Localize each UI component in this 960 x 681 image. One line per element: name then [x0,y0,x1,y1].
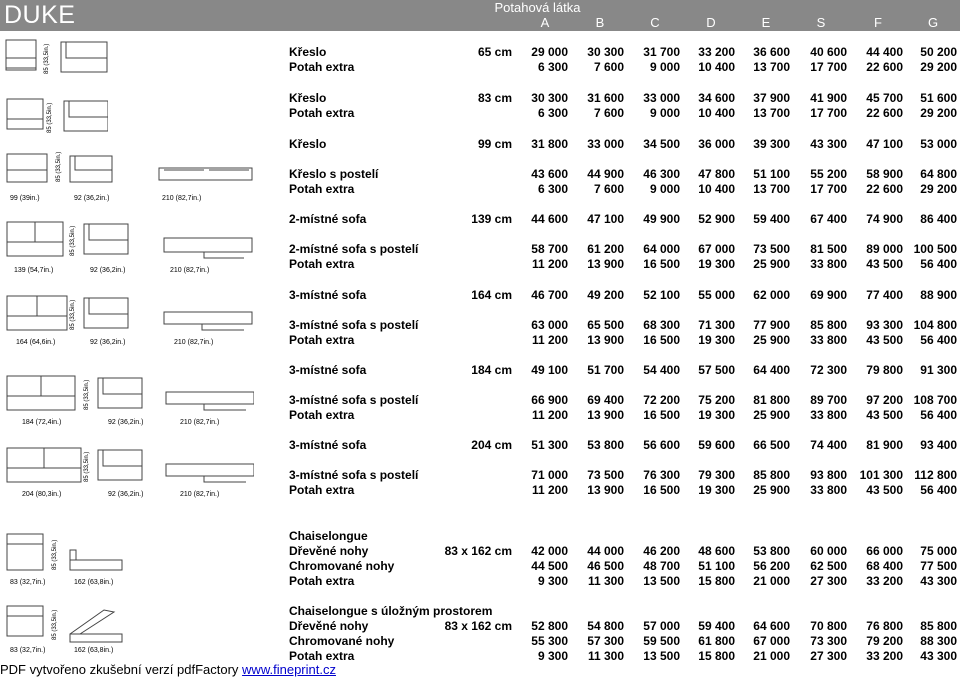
table-row [0,544,960,559]
brand-title: DUKE [4,1,76,29]
price-cell: 7 600 [593,60,624,74]
price-cell: 19 300 [698,333,735,347]
price-cell: 64 600 [753,619,790,633]
price-cell: 13 700 [753,60,790,74]
price-cell: 49 100 [531,363,568,377]
row-label: Křeslo s postelí [289,167,379,181]
price-cell: 43 500 [866,408,903,422]
price-cell: 86 400 [920,212,957,226]
price-cell: 9 000 [649,106,680,120]
price-cell: 43 500 [866,257,903,271]
price-cell: 89 000 [866,242,903,256]
price-cell: 55 000 [698,288,735,302]
row-label: 3-místné sofa s postelí [289,318,419,332]
price-cell: 52 900 [698,212,735,226]
price-cell: 13 900 [587,257,624,271]
price-cell: 7 600 [593,106,624,120]
price-cell: 93 800 [810,468,847,482]
price-cell: 75 000 [920,544,957,558]
row-label: Chaiselongue [289,529,368,543]
price-cell: 56 400 [920,333,957,347]
price-cell: 34 600 [698,91,735,105]
price-cell: 33 000 [643,91,680,105]
price-cell: 47 100 [587,212,624,226]
depth-label: 92 (36,2in.) [74,195,110,202]
price-cell: 31 700 [643,45,680,59]
price-cell: 33 800 [810,483,847,497]
price-cell: 51 100 [698,559,735,573]
sofa-3-204-sketch [4,444,254,502]
price-cell: 62 500 [810,559,847,573]
column-header: F [874,15,882,30]
chaiselongue-storage-sketch [4,600,124,656]
row-label: Potah extra [289,106,355,120]
price-cell: 63 000 [531,318,568,332]
price-cell: 53 800 [587,438,624,452]
price-cell: 25 900 [753,257,790,271]
price-cell: 29 200 [920,106,957,120]
price-cell: 66 000 [866,544,903,558]
price-cell: 27 300 [810,574,847,588]
height-label: 85 (33,5in.) [70,225,76,256]
price-cell: 15 800 [698,574,735,588]
price-cell: 100 500 [913,242,957,256]
price-cell: 39 300 [753,137,790,151]
price-cell: 33 200 [698,45,735,59]
price-cell: 55 200 [810,167,847,181]
price-cell: 57 500 [698,363,735,377]
width-label: 99 (39in.) [10,195,40,202]
height-label: 85 (33,5in.) [52,539,58,570]
price-cell: 79 300 [698,468,735,482]
price-cell: 10 400 [698,60,735,74]
price-cell: 51 100 [753,167,790,181]
price-cell: 10 400 [698,182,735,196]
price-cell: 45 700 [866,91,903,105]
row-size: 83 cm [477,91,512,105]
width-label: 184 (72,4in.) [22,419,62,426]
column-header: E [761,15,771,30]
bed-length-label: 210 (82,7in.) [170,267,210,274]
table-row [0,106,960,121]
table-row [0,91,960,106]
row-label: 2-místné sofa [289,212,367,226]
price-cell: 17 700 [810,182,847,196]
price-cell: 58 700 [531,242,568,256]
row-label: Potah extra [289,182,355,196]
price-cell: 85 800 [753,468,790,482]
price-cell: 42 000 [531,544,568,558]
price-cell: 77 900 [753,318,790,332]
price-cell: 51 700 [587,363,624,377]
price-cell: 47 800 [698,167,735,181]
table-row [0,634,960,649]
armchair-bed-sketch [4,148,254,204]
price-cell: 93 400 [920,438,957,452]
row-size: 83 x 162 cm [444,544,512,558]
height-label: 85 (33,5in.) [44,43,50,74]
price-cell: 55 300 [531,634,568,648]
price-cell: 71 300 [698,318,735,332]
price-cell: 21 000 [753,649,790,663]
price-cell: 36 000 [698,137,735,151]
price-cell: 11 300 [587,649,624,663]
row-label: 3-místné sofa s postelí [289,468,419,482]
price-cell: 64 400 [753,363,790,377]
price-cell: 54 400 [643,363,680,377]
price-cell: 93 300 [866,318,903,332]
price-cell: 71 000 [531,468,568,482]
price-cell: 59 600 [698,438,735,452]
row-label: 3-místné sofa [289,438,367,452]
price-cell: 9 300 [537,574,568,588]
price-cell: 77 500 [920,559,957,573]
bed-length-label: 210 (82,7in.) [180,491,220,498]
row-size: 184 cm [471,363,512,377]
row-label: Potah extra [289,333,355,347]
price-cell: 89 700 [810,393,847,407]
price-cell: 73 300 [810,634,847,648]
price-cell: 66 500 [753,438,790,452]
price-cell: 13 700 [753,106,790,120]
price-cell: 19 300 [698,483,735,497]
price-cell: 59 400 [753,212,790,226]
width-label: 83 (32,7in.) [10,647,46,654]
row-label: 3-místné sofa s postelí [289,393,419,407]
price-cell: 67 400 [810,212,847,226]
price-cell: 48 700 [643,559,680,573]
price-cell: 68 300 [643,318,680,332]
price-cell: 9 000 [649,60,680,74]
table-row [0,529,960,544]
price-cell: 72 200 [643,393,680,407]
price-cell: 11 300 [587,574,624,588]
price-cell: 6 300 [537,106,568,120]
price-cell: 108 700 [913,393,957,407]
bed-length-label: 210 (82,7in.) [174,339,214,346]
column-header: D [706,15,716,30]
price-cell: 51 300 [531,438,568,452]
price-cell: 33 200 [866,574,903,588]
height-label: 85 (33,5in.) [84,451,90,482]
column-header: B [595,15,605,30]
depth-label: 92 (36,2in.) [108,419,144,426]
footer-text: PDF vytvořeno zkušební verzí pdfFactory [0,662,243,677]
price-cell: 21 000 [753,574,790,588]
table-row [0,574,960,589]
row-label: Křeslo [289,45,327,59]
price-cell: 53 000 [920,137,957,151]
price-cell: 60 000 [810,544,847,558]
price-cell: 25 900 [753,333,790,347]
row-label: Potah extra [289,483,355,497]
price-cell: 47 100 [866,137,903,151]
price-cell: 77 400 [866,288,903,302]
row-label: Potah extra [289,649,355,663]
column-header: G [927,15,939,30]
price-cell: 49 200 [587,288,624,302]
column-header: A [540,15,550,30]
price-cell: 33 800 [810,408,847,422]
price-cell: 44 500 [531,559,568,573]
width-label: 204 (80,3in.) [22,491,62,498]
price-cell: 33 800 [810,333,847,347]
bed-length-label: 210 (82,7in.) [162,195,202,202]
price-cell: 85 800 [920,619,957,633]
price-cell: 104 800 [913,318,957,332]
price-cell: 22 600 [866,182,903,196]
price-cell: 49 900 [643,212,680,226]
price-cell: 17 700 [810,106,847,120]
price-cell: 54 800 [587,619,624,633]
price-cell: 72 300 [810,363,847,377]
price-cell: 43 500 [866,333,903,347]
price-cell: 51 600 [920,91,957,105]
row-label: Chromované nohy [289,559,395,573]
price-cell: 6 300 [537,60,568,74]
price-cell: 36 600 [753,45,790,59]
depth-label: 92 (36,2in.) [90,339,126,346]
price-cell: 22 600 [866,60,903,74]
fabric-header: Potahová látka [494,0,581,15]
price-cell: 13 900 [587,483,624,497]
price-cell: 43 500 [866,483,903,497]
price-cell: 46 200 [643,544,680,558]
price-cell: 56 400 [920,483,957,497]
price-cell: 43 600 [531,167,568,181]
price-cell: 69 900 [810,288,847,302]
row-label: Křeslo [289,91,327,105]
price-cell: 16 500 [643,257,680,271]
price-cell: 65 500 [587,318,624,332]
price-cell: 57 300 [587,634,624,648]
price-cell: 27 300 [810,649,847,663]
price-cell: 85 800 [810,318,847,332]
price-cell: 22 600 [866,106,903,120]
chaiselongue-sketch [4,530,124,590]
price-cell: 76 300 [643,468,680,482]
price-cell: 25 900 [753,408,790,422]
price-cell: 81 800 [753,393,790,407]
price-cell: 67 000 [698,242,735,256]
price-cell: 43 300 [920,574,957,588]
price-cell: 75 200 [698,393,735,407]
bed-length-label: 210 (82,7in.) [180,419,220,426]
sofa-2-sketch [4,218,254,276]
price-cell: 74 900 [866,212,903,226]
row-label: 3-místné sofa [289,288,367,302]
height-label: 85 (33,5in.) [84,379,90,410]
price-cell: 68 400 [866,559,903,573]
armchair-83-sketch [4,95,108,137]
price-cell: 62 000 [753,288,790,302]
table-row [0,619,960,634]
row-size: 65 cm [477,45,512,59]
price-cell: 56 400 [920,257,957,271]
height-label: 85 (33,5in.) [47,102,53,133]
price-cell: 74 400 [810,438,847,452]
column-header: S [816,15,826,30]
width-label: 83 (32,7in.) [10,579,46,586]
price-cell: 46 500 [587,559,624,573]
price-cell: 9 300 [537,649,568,663]
price-cell: 31 800 [531,137,568,151]
price-cell: 10 400 [698,106,735,120]
price-cell: 112 800 [914,468,957,482]
row-label: Dřevěné nohy [289,544,369,558]
price-cell: 69 400 [587,393,624,407]
width-label: 164 (64,6in.) [16,339,56,346]
row-size: 83 x 162 cm [444,619,512,633]
row-label: Potah extra [289,574,355,588]
price-cell: 66 900 [531,393,568,407]
price-cell: 6 300 [537,182,568,196]
price-cell: 88 300 [920,634,957,648]
price-cell: 40 600 [810,45,847,59]
price-cell: 33 000 [587,137,624,151]
row-size: 139 cm [471,212,512,226]
row-label: Chaiselongue s úložným prostorem [289,604,493,618]
sofa-3-184-sketch [4,372,254,430]
armchair-65-sketch [4,38,108,78]
price-cell: 43 300 [810,137,847,151]
price-cell: 73 500 [587,468,624,482]
price-cell: 13 900 [587,333,624,347]
price-cell: 15 800 [698,649,735,663]
price-cell: 67 000 [753,634,790,648]
price-cell: 58 900 [866,167,903,181]
height-label: 85 (33,5in.) [70,299,76,330]
price-cell: 44 600 [531,212,568,226]
price-cell: 79 200 [866,634,903,648]
price-cell: 9 000 [649,182,680,196]
column-header: C [650,15,660,30]
price-cell: 19 300 [698,257,735,271]
price-cell: 56 400 [920,408,957,422]
row-label: Potah extra [289,60,355,74]
price-cell: 16 500 [643,483,680,497]
price-cell: 44 400 [866,45,903,59]
price-cell: 29 200 [920,60,957,74]
price-cell: 41 900 [810,91,847,105]
height-label: 85 (33,5in.) [56,151,62,182]
row-size: 164 cm [471,288,512,302]
price-cell: 76 800 [866,619,903,633]
price-cell: 88 900 [920,288,957,302]
price-cell: 13 500 [643,649,680,663]
price-cell: 16 500 [643,408,680,422]
price-cell: 61 200 [587,242,624,256]
price-cell: 19 300 [698,408,735,422]
price-cell: 52 100 [643,288,680,302]
height-label: 85 (33,5in.) [52,609,58,640]
price-cell: 11 200 [531,333,568,347]
table-row [0,45,960,60]
price-cell: 33 800 [810,257,847,271]
price-cell: 59 400 [698,619,735,633]
price-cell: 61 800 [698,634,735,648]
row-label: 2-místné sofa s postelí [289,242,419,256]
depth-label: 92 (36,2in.) [108,491,144,498]
price-cell: 59 500 [643,634,680,648]
price-cell: 101 300 [859,468,903,482]
price-cell: 11 200 [531,483,568,497]
price-cell: 97 200 [866,393,903,407]
length-label: 162 (63,8in.) [74,647,114,654]
price-cell: 17 700 [810,60,847,74]
length-label: 162 (63,8in.) [74,579,114,586]
table-row [0,559,960,574]
row-label: Potah extra [289,257,355,271]
price-cell: 37 900 [753,91,790,105]
price-cell: 31 600 [587,91,624,105]
price-cell: 64 000 [643,242,680,256]
price-cell: 50 200 [920,45,957,59]
price-cell: 73 500 [753,242,790,256]
price-cell: 44 900 [587,167,624,181]
footer-link[interactable]: www.fineprint.cz [242,662,336,677]
sofa-3-164-sketch [4,292,254,348]
table-row [0,604,960,619]
price-cell: 46 700 [531,288,568,302]
header-bar [0,0,960,31]
footer-note [0,662,336,678]
price-cell: 79 800 [866,363,903,377]
price-cell: 56 200 [753,559,790,573]
row-label: Potah extra [289,408,355,422]
price-cell: 11 200 [531,257,568,271]
price-cell: 33 200 [866,649,903,663]
price-cell: 48 600 [698,544,735,558]
row-size: 204 cm [471,438,512,452]
row-size: 99 cm [477,137,512,151]
price-cell: 46 300 [643,167,680,181]
price-cell: 29 000 [531,45,568,59]
table-row [0,60,960,75]
price-cell: 64 800 [920,167,957,181]
price-cell: 11 200 [531,408,568,422]
depth-label: 92 (36,2in.) [90,267,126,274]
price-cell: 30 300 [531,91,568,105]
price-cell: 81 900 [866,438,903,452]
price-cell: 13 500 [643,574,680,588]
price-cell: 30 300 [587,45,624,59]
price-cell: 53 800 [753,544,790,558]
price-cell: 56 600 [643,438,680,452]
price-cell: 44 000 [587,544,624,558]
price-cell: 25 900 [753,483,790,497]
row-label: Dřevěné nohy [289,619,369,633]
price-cell: 34 500 [643,137,680,151]
price-cell: 81 500 [810,242,847,256]
price-cell: 43 300 [920,649,957,663]
width-label: 139 (54,7in.) [14,267,54,274]
price-cell: 52 800 [531,619,568,633]
price-cell: 13 900 [587,408,624,422]
price-cell: 57 000 [643,619,680,633]
row-label: 3-místné sofa [289,363,367,377]
price-cell: 29 200 [920,182,957,196]
row-label: Křeslo [289,137,327,151]
price-cell: 7 600 [593,182,624,196]
price-cell: 13 700 [753,182,790,196]
price-cell: 16 500 [643,333,680,347]
price-cell: 70 800 [810,619,847,633]
price-cell: 91 300 [920,363,957,377]
row-label: Chromované nohy [289,634,395,648]
